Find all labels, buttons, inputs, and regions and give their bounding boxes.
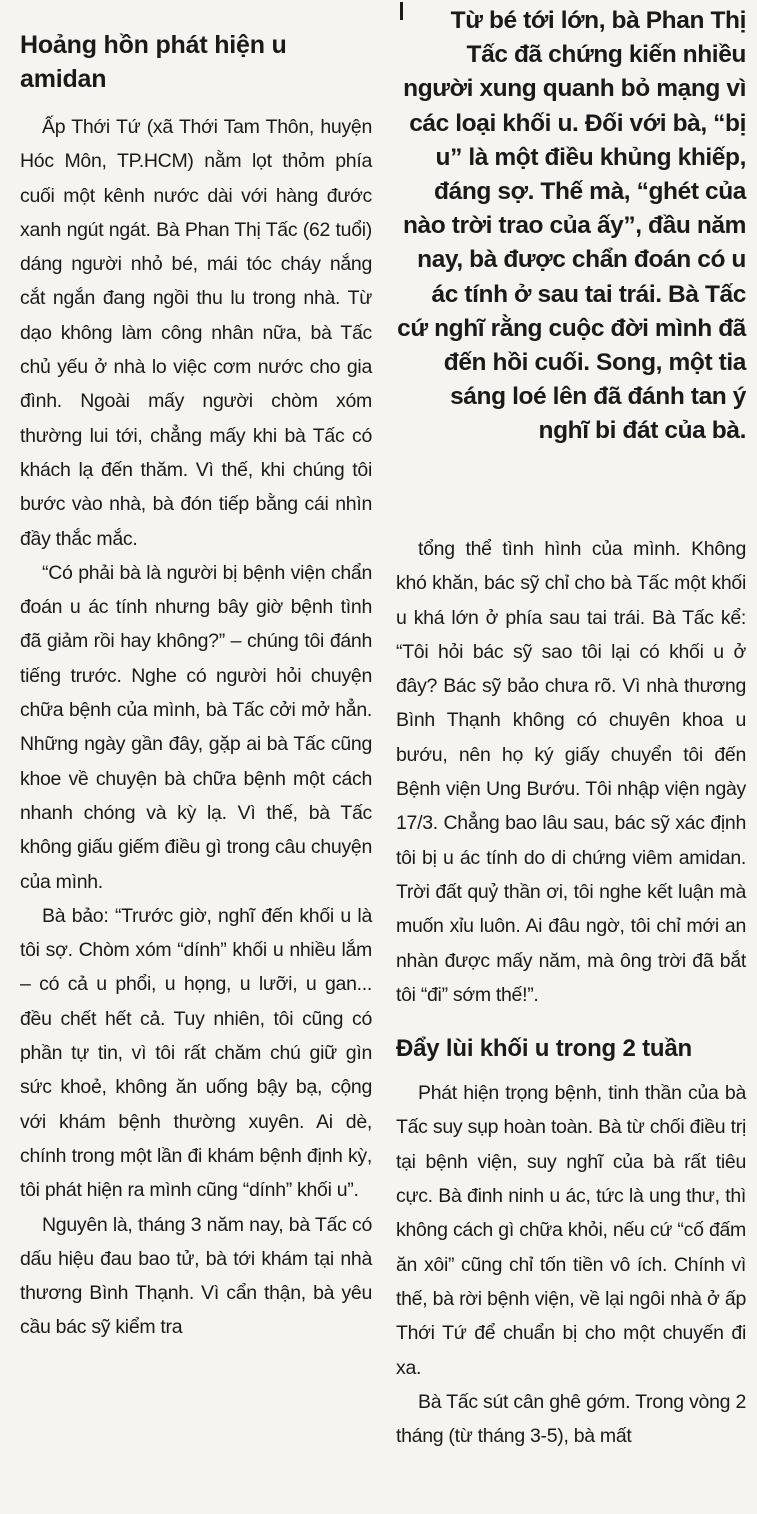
- right-body: [396, 532, 746, 1453]
- body-paragraph: “Có phải bà là người bị bệnh viện chẩn đoán u ác tính nhưng bây giờ bệnh tình đã giảm rồi hay không?” – chúng tôi đánh tiếng trước. Nghe có người hỏi chuyện chữa bệnh của mình, bà Tấc cởi mở hẳn. Những ngày gần đây, gặp ai bà Tấc cũng khoe về chuyện bà chữa bệnh một cách nhanh chóng và kỳ lạ. Vì thế, bà Tấc không giấu giếm điều gì trong câu chuyện của mình.: [20, 561, 372, 893]
- left-column: [20, 28, 372, 1345]
- right-column: [396, 0, 746, 1453]
- lead-rule: [400, 2, 403, 20]
- body-paragraph: Ấp Thới Tứ (xã Thới Tam Thôn, huyện Hóc Môn, TP.HCM) nằm lọt thỏm phía cuối một kênh nước dài với hàng đước xanh ngút ngát. Bà Phan Thị Tấc (62 tuổi) dáng người nhỏ bé, mái tóc cháy nắng cắt ngắn đang ngồi thu lu trong nhà. Từ dạo không làm công nhân nữa, bà Tấc chủ yếu ở nhà lo việc cơm nước cho gia đình. Ngoài mấy người chòm xóm thường lui tới, chẳng mấy khi bà Tấc có khách lạ đến thăm. Vì thế, khi chúng tôi bước vào nhà, bà đón tiếp bằng cái nhìn đầy thắc mắc.: [20, 116, 372, 550]
- section-heading-2: Đẩy lùi khối u trong 2 tuần: [396, 1035, 692, 1063]
- body-paragraph: Bà bảo: “Trước giờ, nghĩ đến khối u là tôi sợ. Chòm xóm “dính” khối u nhiều lắm – có cả u phổi, u họng, u lưỡi, u gan... đều chết hết cả. Tuy nhiên, tôi cũng có phần tự tin, vì tôi rất chăm chú giữ gìn sức khoẻ, không ăn uống bậy bạ, cộng với khám bệnh thường xuyên. Ai dè, chính trong một lần đi khám bệnh định kỳ, tôi phát hiện ra mình cũng “dính” khối u”.: [20, 904, 372, 1202]
- lead-block: [396, 0, 746, 518]
- body-paragraph: Nguyên là, tháng 3 năm nay, bà Tấc có dấu hiệu đau bao tử, bà tới khám tại nhà thương Bình Thạnh. Vì cẩn thận, bà yêu cầu bác sỹ kiểm tra: [20, 1213, 372, 1339]
- lead-text: Từ bé tới lớn, bà Phan Thị Tấc đã chứng kiến nhiều người xung quanh bỏ mạng vì các loại khối u. Đối với bà, “bị u” là một điều khủng khiếp, đáng sợ. Thế mà, “ghét của nào trời trao của ấy”, đầu năm nay, bà được chẩn đoán có u ác tính ở sau tai trái. Bà Tấc cứ nghĩ rằng cuộc đời mình đã đến hồi cuối. Song, một tia sáng loé lên đã đánh tan ý nghĩ bi đát của bà.: [397, 7, 746, 445]
- body-paragraph: tổng thể tình hình của mình. Không khó khăn, bác sỹ chỉ cho bà Tấc một khối u khá lớn ở phía sau tai trái. Bà Tấc kể: “Tôi hỏi bác sỹ sao tôi lại có khối u ở đây? Bác sỹ bảo chưa rõ. Vì nhà thương Bình Thạnh không có chuyên khoa u bướu, nên họ ký giấy chuyển tôi đến Bệnh viện Ung Bướu. Tôi nhập viện ngày 17/3. Chẳng bao lâu sau, bác sỹ xác định tôi bị u ác tính do di chứng viêm amidan. Trời đất quỷ thần ơi, tôi nghe kết luận mà muốn xỉu luôn. Ai đâu ngờ, tôi chỉ mới an nhàn được mấy năm, mà ông trời đã bắt tôi “đi” sớm thế!”.: [396, 538, 746, 1006]
- section-heading-1: Hoảng hồn phát hiện u amidan: [20, 31, 287, 93]
- body-paragraph: Phát hiện trọng bệnh, tinh thần của bà Tấc suy sụp hoàn toàn. Bà từ chối điều trị tại bệnh viện, suy nghĩ của bà rất tiêu cực. Bà đinh ninh u ác, tức là ung thư, thì không cách gì chữa khỏi, nếu cứ “cố đấm ăn xôi” cũng chỉ tốn tiền vô ích. Chính vì thế, bà rời bệnh viện, về lại ngôi nhà ở ấp Thới Tứ để chuẩn bị cho một chuyến đi xa.: [396, 1082, 746, 1379]
- body-paragraph: Bà Tấc sút cân ghê gớm. Trong vòng 2 tháng (từ tháng 3-5), bà mất: [396, 1390, 746, 1448]
